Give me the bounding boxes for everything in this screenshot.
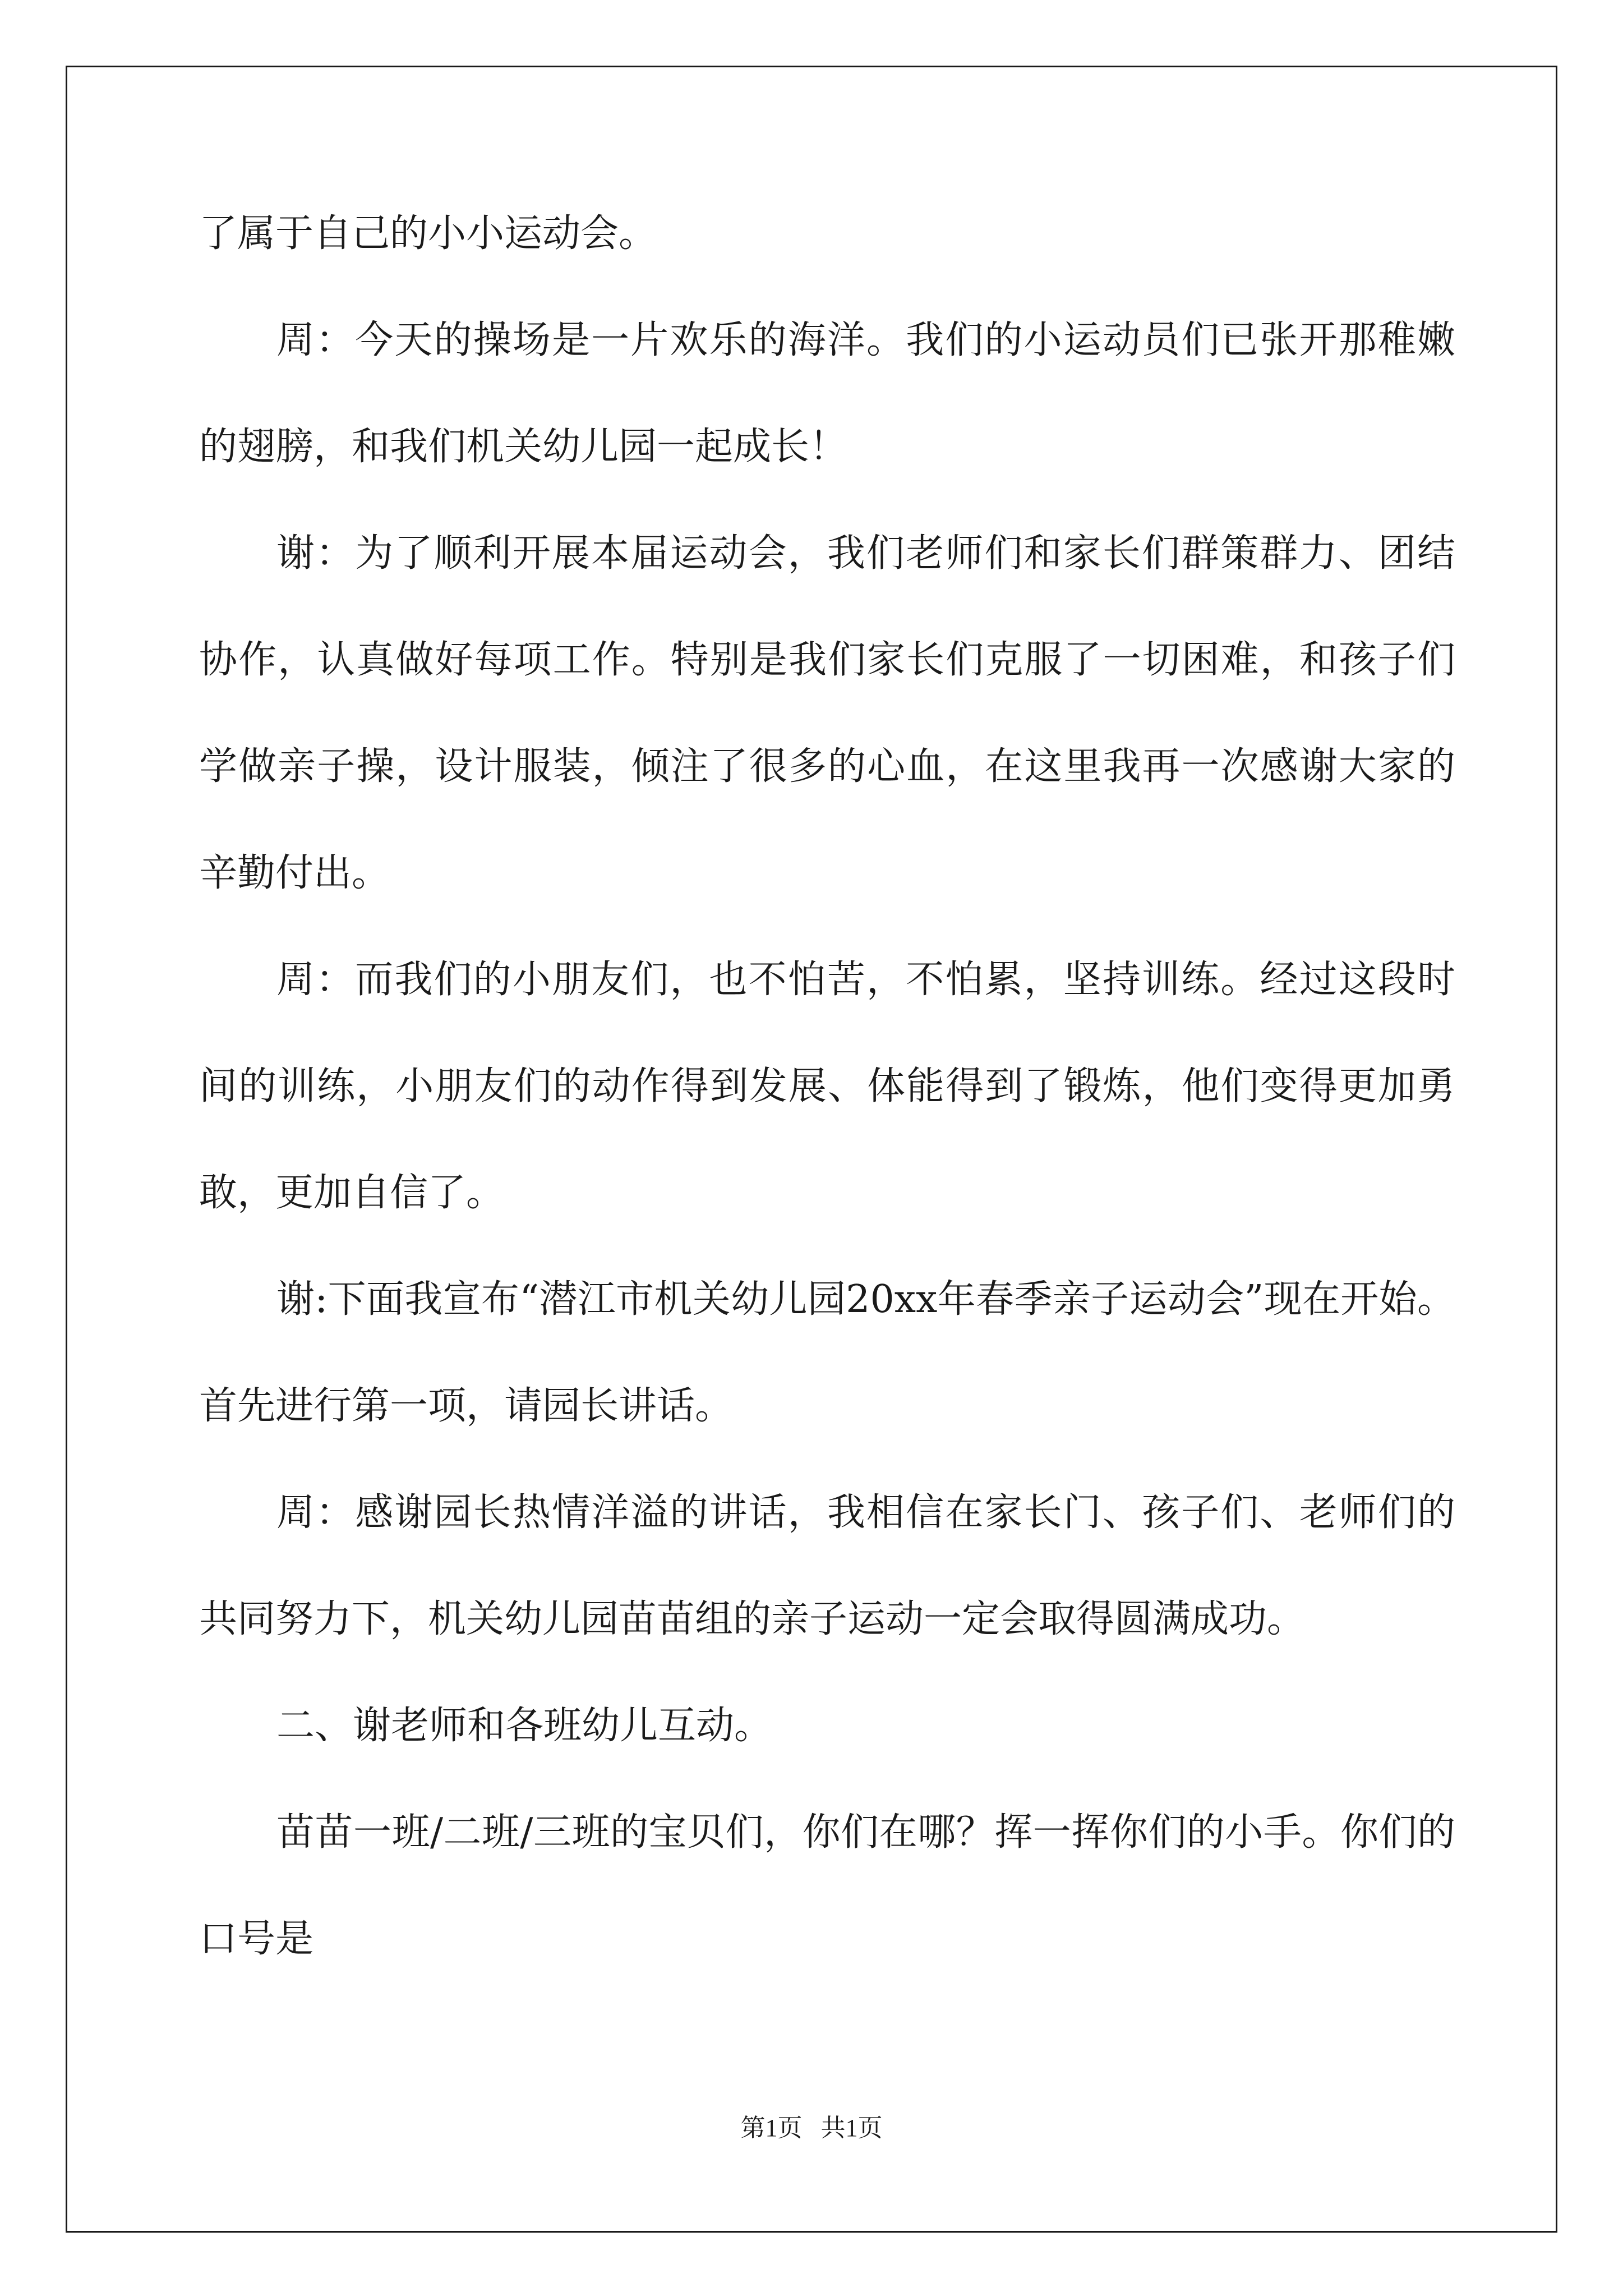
document-body [199,181,1455,1993]
paragraph: 谢:下面我宣布“潜江市机关幼儿园20xx年春季亲子运动会”现在开始。首先进行第一项，请园长讲话。 [199,1277,1455,1428]
paragraph: 周：而我们的小朋友们，也不怕苦，不怕累，坚持训练。经过这段时间的训练，小朋友们的动作得到发展、体能得到了锻炼，他们变得更加勇敢，更加自信了。 [199,958,1455,1215]
paragraph: 谢：为了顺利开展本届运动会，我们老师们和家长们群策群力、团结协作，认真做好每项工作。特别是我们家长们克服了一切困难，和孩子们学做亲子操，设计服装，倾注了很多的心血，在这里我再一次感谢大家的辛勤付出。 [199,531,1455,895]
page-number-footer: 第1页 共1页 [740,2114,883,2142]
paragraph: 苗苗一班/二班/三班的宝贝们，你们在哪？挥一挥你们的小手。你们的口号是 [199,1810,1455,1961]
paragraph: 周：今天的操场是一片欢乐的海洋。我们的小运动员们已张开那稚嫩的翅膀，和我们机关幼儿园一起成长！ [199,318,1455,469]
paragraph: 了属于自己的小小运动会。 [199,211,657,256]
paragraph: 二、谢老师和各班幼儿互动。 [276,1704,773,1748]
paragraph: 周：感谢园长热情洋溢的讲话，我相信在家长门、孩子们、老师们的共同努力下，机关幼儿园苗苗组的亲子运动一定会取得圆满成功。 [199,1490,1455,1641]
